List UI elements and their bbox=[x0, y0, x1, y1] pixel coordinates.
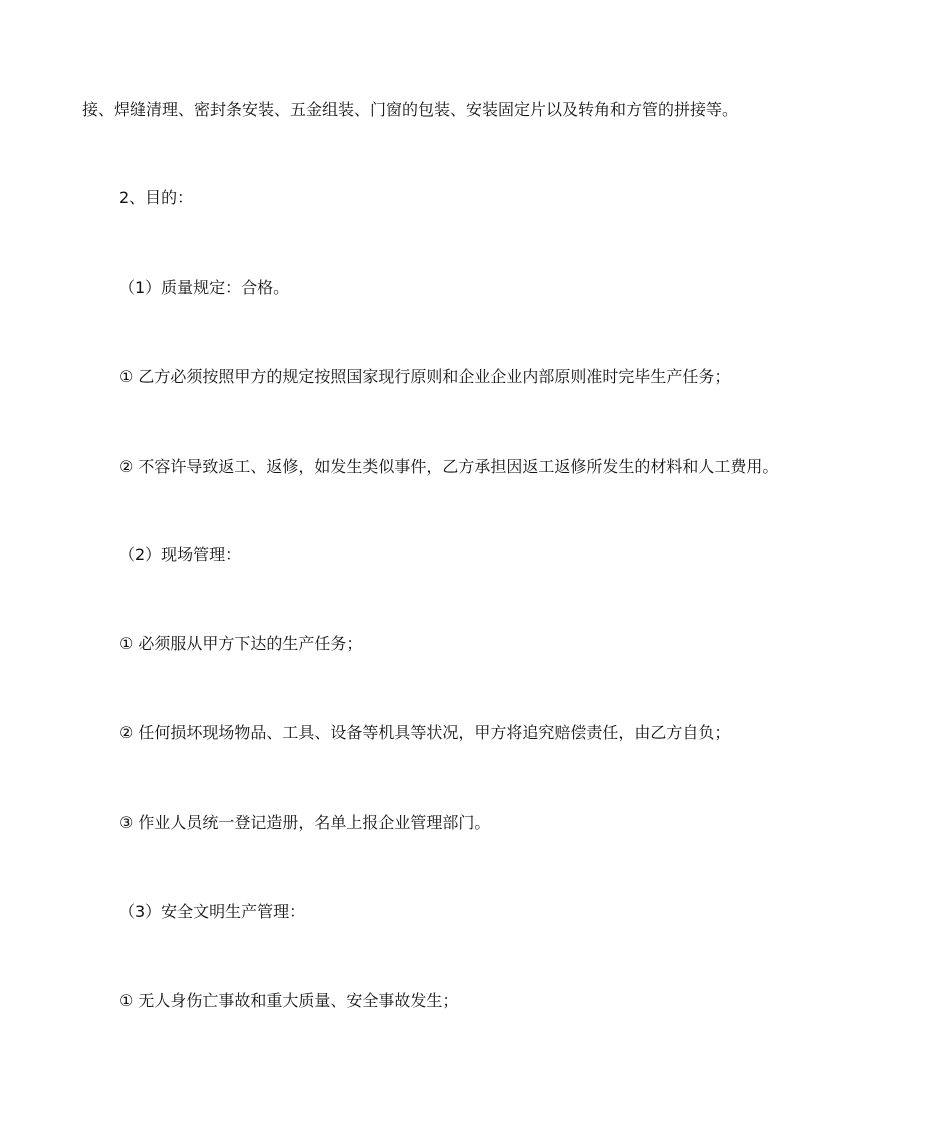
paragraph-continuation: 接、焊缝清理、密封条安装、五金组装、门窗的包装、安装固定片以及转角和方管的拼接等。 bbox=[82, 100, 739, 119]
site-management-item-3: ③ 作业人员统一登记造册，名单上报企业管理部门。 bbox=[119, 813, 491, 832]
site-management-item-2: ② 任何损坏现场物品、工具、设备等机具等状况，甲方将追究赔偿责任，由乙方自负； bbox=[119, 723, 731, 742]
quality-item-2: ② 不容许导致返工、返修，如发生类似事件，乙方承担因返工返修所发生的材料和人工费用。 bbox=[119, 457, 779, 476]
section-heading-purpose: 2、目的： bbox=[119, 188, 194, 207]
safety-item-1: ① 无人身伤亡事故和重大质量、安全事故发生； bbox=[119, 991, 459, 1010]
subsection-heading-quality: （1）质量规定：合格。 bbox=[119, 278, 290, 297]
site-management-item-1: ① 必须服从甲方下达的生产任务； bbox=[119, 634, 363, 653]
subsection-heading-safety: （3）安全文明生产管理： bbox=[119, 902, 306, 921]
quality-item-1: ① 乙方必须按照甲方的规定按照国家现行原则和企业企业内部原则准时完毕生产任务； bbox=[119, 367, 731, 386]
subsection-heading-site-management: （2）现场管理： bbox=[119, 545, 242, 564]
